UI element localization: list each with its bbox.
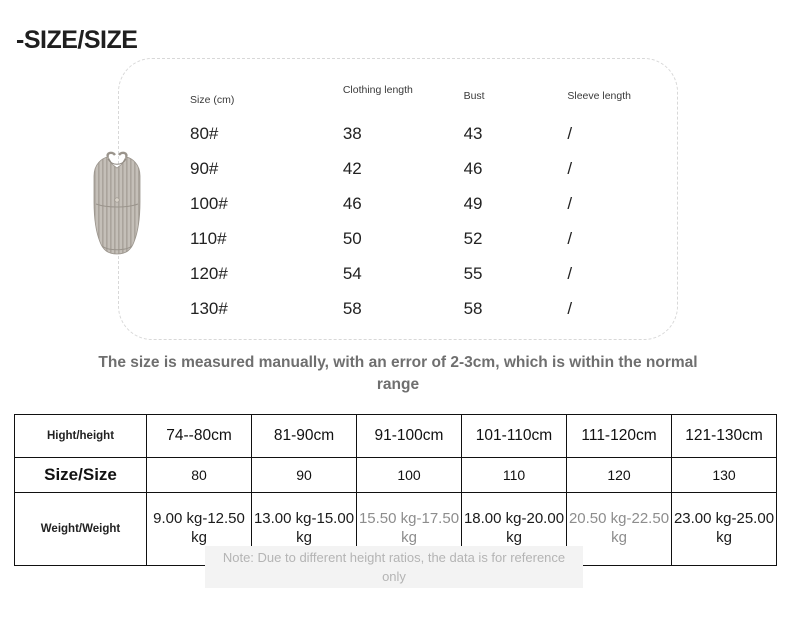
cell-bust: 58 (463, 298, 483, 318)
cell-clothing-length: 38 (342, 123, 362, 143)
spec-table-header-row (190, 84, 690, 116)
cell-clothing-length: 46 (342, 193, 362, 213)
spec-table (190, 84, 690, 326)
cell-clothing-length: 54 (342, 263, 362, 283)
cell-weight-110: 18.00 kg-20.00 kg (462, 493, 567, 566)
measurement-note: The size is measured manually, with an error of 2-3cm, which is within the normal range (98, 354, 698, 394)
page-title: -SIZE/SIZE (16, 26, 138, 54)
spec-header-sleeve-length: Sleeve length (567, 90, 631, 102)
table-row (190, 291, 690, 326)
cell-size: 120# (190, 263, 228, 283)
table-row-size (15, 458, 777, 493)
spec-header-clothing-length: Clothing length (342, 84, 413, 96)
cell-size: 90# (190, 158, 219, 178)
cell-size-80: 80 (147, 458, 252, 493)
cell-bust: 46 (463, 158, 483, 178)
spec-header-bust: Bust (463, 90, 485, 102)
table-row (190, 186, 690, 221)
cell-sleeve-length: / (567, 193, 573, 213)
cell-size-110: 110 (462, 458, 567, 493)
cell-bust: 55 (463, 263, 483, 283)
cell-clothing-length: 42 (342, 158, 362, 178)
cell-weight-100: 15.50 kg-17.50 kg (357, 493, 462, 566)
cell-weight-90: 13.00 kg-15.00 kg (252, 493, 357, 566)
size-chart-table (14, 414, 777, 566)
cell-clothing-length: 50 (342, 228, 362, 248)
cell-size-90: 90 (252, 458, 357, 493)
cell-size-130: 130 (672, 458, 777, 493)
cell-size-100: 100 (357, 458, 462, 493)
cell-bust: 49 (463, 193, 483, 213)
table-row (190, 256, 690, 291)
cell-sleeve-length: / (567, 298, 573, 318)
cell-size: 80# (190, 123, 219, 143)
cell-weight-120: 20.50 kg-22.50 kg (567, 493, 672, 566)
cell-weight-80: 9.00 kg-12.50 kg (147, 493, 252, 566)
cell-sleeve-length: / (567, 263, 573, 283)
cell-size-120: 120 (567, 458, 672, 493)
cell-size: 110# (190, 228, 227, 248)
cell-sleeve-length: / (567, 123, 573, 143)
cell-size: 130# (190, 298, 228, 318)
row-label-size: Size/Size (15, 458, 147, 493)
row-label-weight: Weight/Weight (15, 493, 147, 566)
cell-clothing-length: 58 (342, 298, 362, 318)
cell-height-100: 91-100cm (357, 415, 462, 458)
table-row (190, 151, 690, 186)
spec-header-size: Size (cm) (190, 94, 235, 106)
cell-height-90: 81-90cm (252, 415, 357, 458)
product-image (82, 150, 152, 275)
cell-sleeve-length: / (567, 228, 573, 248)
cell-bust: 52 (463, 228, 483, 248)
cell-height-80: 74--80cm (147, 415, 252, 458)
cell-sleeve-length: / (567, 158, 573, 178)
footer-note: Note: Due to different height ratios, the data is for reference only (205, 546, 583, 588)
table-row (190, 116, 690, 151)
table-row-height (15, 415, 777, 458)
row-label-height: Hight/height (15, 415, 147, 458)
cell-weight-130: 23.00 kg-25.00 kg (672, 493, 777, 566)
cell-height-120: 111-120cm (567, 415, 672, 458)
cell-height-110: 101-110cm (462, 415, 567, 458)
table-row (190, 221, 690, 256)
cell-bust: 43 (463, 123, 483, 143)
cell-size: 100# (190, 193, 228, 213)
cell-height-130: 121-130cm (672, 415, 777, 458)
